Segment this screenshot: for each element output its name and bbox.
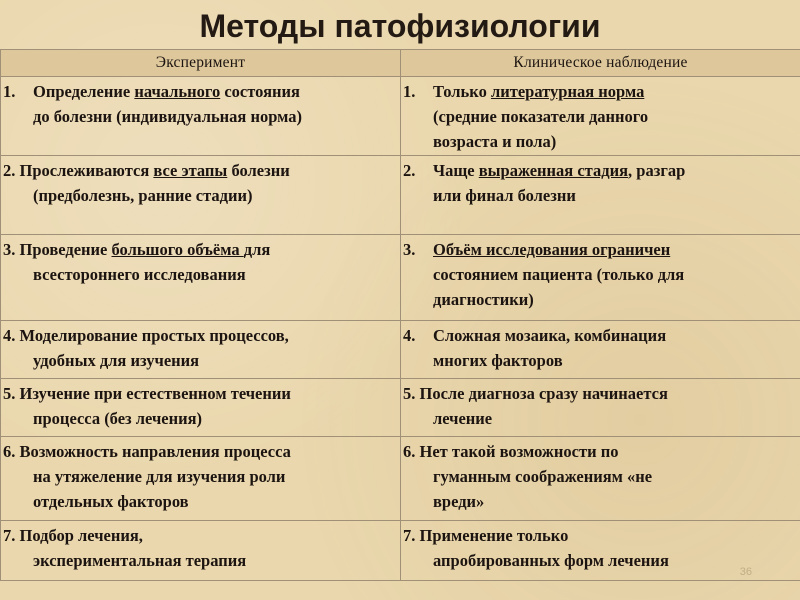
cell-text: 5. После диагноза сразу начинается	[403, 384, 668, 403]
cell-text: Сложная мозаика, комбинация	[433, 326, 667, 345]
clinical-cell	[401, 321, 800, 379]
item-number: 1.	[3, 82, 16, 101]
table-row	[1, 521, 800, 581]
experiment-cell	[1, 521, 401, 581]
item-number: 3.	[403, 240, 416, 259]
cell-emphasis: большого объёма	[111, 240, 244, 259]
cell-text: или финал болезни	[433, 186, 576, 205]
cell-text: экспериментальная терапия	[33, 551, 247, 570]
cell-text: гуманным соображениям «не	[433, 467, 653, 486]
table-row	[1, 235, 800, 321]
experiment-cell	[1, 156, 401, 235]
cell-text: состояния	[220, 82, 300, 101]
cell-text: , разгар	[628, 161, 686, 180]
cell-text: диагностики)	[433, 290, 534, 309]
header-clinical: Клиническое наблюдение	[401, 50, 800, 77]
cell-text: Только	[433, 82, 491, 101]
cell-text: на утяжеление для изучения роли	[33, 467, 286, 486]
cell-text: Определение	[33, 82, 135, 101]
table-header-row	[1, 50, 800, 77]
experiment-cell	[1, 77, 401, 156]
cell-emphasis: выраженная стадия	[478, 161, 629, 180]
cell-text: 6. Нет такой возможности по	[403, 442, 619, 461]
experiment-cell	[1, 321, 401, 379]
cell-text: 7. Подбор лечения,	[3, 526, 143, 545]
table-row	[1, 156, 800, 235]
cell-text: 7. Применение только	[403, 526, 569, 545]
cell-emphasis: литературная норма	[490, 82, 645, 101]
cell-text: 2. Прослеживаются	[3, 161, 154, 180]
item-number: 4.	[403, 326, 416, 345]
cell-text: отдельных факторов	[33, 492, 189, 511]
methods-comparison-table	[0, 49, 800, 581]
cell-text: 4. Моделирование простых процессов,	[3, 326, 289, 345]
cell-emphasis: начального	[134, 82, 221, 101]
cell-text: апробированных форм лечения	[433, 551, 669, 570]
clinical-cell	[401, 156, 800, 235]
cell-text: 5. Изучение при естественном течении	[3, 384, 291, 403]
item-number: 1.	[403, 82, 416, 101]
cell-text: (средние показатели данного	[433, 107, 649, 126]
cell-emphasis: Объём исследования ограничен	[433, 240, 671, 259]
table-row	[1, 437, 800, 521]
cell-emphasis: все этапы	[153, 161, 228, 180]
cell-text: 3. Проведение	[3, 240, 112, 259]
cell-text: до болезни (индивидуальная норма)	[33, 107, 303, 126]
experiment-cell	[1, 437, 401, 521]
cell-text: болезни	[227, 161, 290, 180]
cell-text: 6. Возможность направления процесса	[3, 442, 291, 461]
slide-page-number: 36	[739, 566, 752, 578]
cell-text: возраста и пола)	[433, 132, 557, 151]
cell-text: всестороннего исследования	[33, 265, 246, 284]
cell-text: Чаще	[433, 161, 479, 180]
item-number: 2.	[403, 161, 416, 180]
clinical-cell	[401, 77, 800, 156]
cell-text: удобных для изучения	[33, 351, 200, 370]
clinical-cell	[401, 379, 800, 437]
slide-title: Методы патофизиологии	[199, 8, 601, 44]
cell-text: для	[243, 240, 271, 259]
cell-text: вреди»	[433, 492, 485, 511]
table-row	[1, 77, 800, 156]
header-experiment: Эксперимент	[1, 50, 401, 77]
cell-text: многих факторов	[433, 351, 563, 370]
table-row	[1, 379, 800, 437]
clinical-cell	[401, 235, 800, 321]
experiment-cell	[1, 379, 401, 437]
table-row	[1, 321, 800, 379]
cell-text: (предболезнь, ранние стадии)	[33, 186, 253, 205]
experiment-cell	[1, 235, 401, 321]
cell-text: лечение	[433, 409, 493, 428]
cell-text: процесса (без лечения)	[33, 409, 203, 428]
cell-text: состоянием пациента (только для	[433, 265, 685, 284]
clinical-cell	[401, 437, 800, 521]
